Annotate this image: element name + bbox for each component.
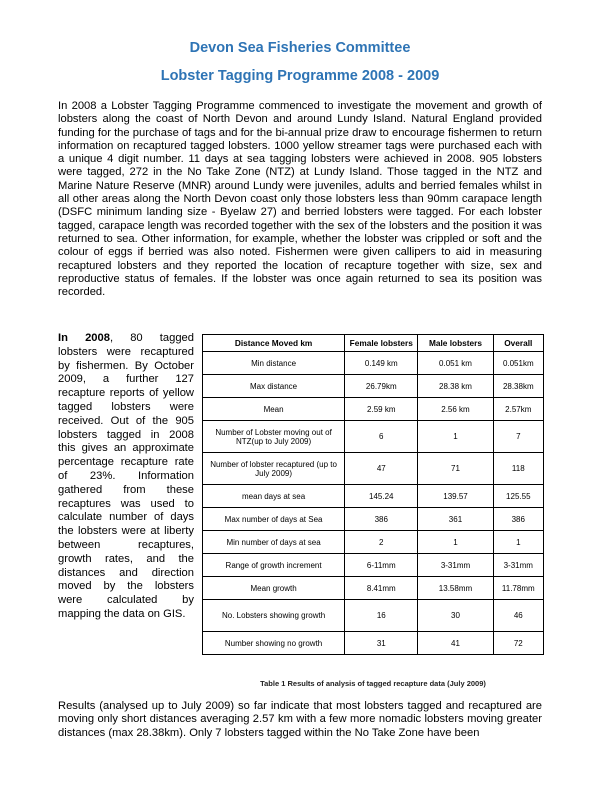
- recapture-summary-paragraph: [58, 332, 194, 622]
- table-cell: 139.57: [418, 485, 493, 508]
- results-table: [202, 334, 544, 655]
- table-cell: 0.051km: [493, 352, 543, 375]
- table-header-row: [203, 335, 544, 352]
- results-paragraph: Results (analysed up to July 2009) so far indicate that most lobsters tagged and recaptured are moving only short distances averaging 2.57 km with a few more nomadic lobsters moving greater distances (max 28.38km). Only 7 lobsters tagged within the No Take Zone have been: [58, 700, 542, 739]
- table-cell: 28.38 km: [418, 375, 493, 398]
- table-row: [203, 485, 544, 508]
- table-cell: Number of Lobster moving out of NTZ(up to July 2009): [203, 421, 345, 453]
- table-cell: 13.58mm: [418, 577, 493, 600]
- table-cell: Number showing no growth: [203, 632, 345, 655]
- table-cell: 8.41mm: [345, 577, 418, 600]
- summary-text: , 80 tagged lobsters were recaptured by fishermen. By October 2009, a further 127 recapture reports of yellow tagged lobsters were received. Out of the 905 lobsters tagged in 2008 this gives an approximate percentage recapture rate of 23%. Information gathered from these recaptures was used to calculate number of days the lobsters were at liberty between recaptures, growth rates, and the distances and direction moved by the lobsters were calculated by mapping the data on GIS.: [58, 332, 194, 620]
- table-cell: 41: [418, 632, 493, 655]
- table-row: [203, 632, 544, 655]
- results-table-container: [202, 334, 544, 655]
- table-cell: 46: [493, 600, 543, 632]
- document-title: Lobster Tagging Programme 2008 - 2009: [160, 68, 440, 84]
- table-cell: Number of lobster recaptured (up to July 2009): [203, 453, 345, 485]
- table-cell: 386: [493, 508, 543, 531]
- table-cell: 1: [493, 531, 543, 554]
- table-cell: 28.38km: [493, 375, 543, 398]
- table-cell: 3-31mm: [493, 554, 543, 577]
- table-row: [203, 600, 544, 632]
- table-cell: 145.24: [345, 485, 418, 508]
- table-cell: Mean: [203, 398, 345, 421]
- table-cell: 3-31mm: [418, 554, 493, 577]
- table-cell: 2.57km: [493, 398, 543, 421]
- table-cell: Mean growth: [203, 577, 345, 600]
- table-cell: 2.59 km: [345, 398, 418, 421]
- table-row: [203, 398, 544, 421]
- summary-lead: In 2008: [58, 332, 110, 344]
- table-row: [203, 453, 544, 485]
- table-cell: 30: [418, 600, 493, 632]
- table-cell: 6: [345, 421, 418, 453]
- table-cell: 125.55: [493, 485, 543, 508]
- table-cell: 1: [418, 531, 493, 554]
- table-cell: mean days at sea: [203, 485, 345, 508]
- table-cell: Max distance: [203, 375, 345, 398]
- table-row: [203, 375, 544, 398]
- table-row: [203, 508, 544, 531]
- table-cell: 2.56 km: [418, 398, 493, 421]
- table-cell: 386: [345, 508, 418, 531]
- table-cell: 361: [418, 508, 493, 531]
- table-cell: 11.78mm: [493, 577, 543, 600]
- table-cell: 0.051 km: [418, 352, 493, 375]
- table-cell: Min distance: [203, 352, 345, 375]
- table-cell: 118: [493, 453, 543, 485]
- table-cell: Min number of days at sea: [203, 531, 345, 554]
- table-cell: 6-11mm: [345, 554, 418, 577]
- table-caption: Table 1 Results of analysis of tagged recapture data (July 2009): [260, 679, 486, 688]
- table-cell: 1: [418, 421, 493, 453]
- table-cell: 47: [345, 453, 418, 485]
- table-header-cell: Female lobsters: [345, 335, 418, 352]
- table-cell: 31: [345, 632, 418, 655]
- table-row: [203, 577, 544, 600]
- table-cell: 0.149 km: [345, 352, 418, 375]
- table-header-cell: Male lobsters: [418, 335, 493, 352]
- table-cell: 16: [345, 600, 418, 632]
- table-cell: Max number of days at Sea: [203, 508, 345, 531]
- table-cell: 71: [418, 453, 493, 485]
- organization-title: Devon Sea Fisheries Committee: [189, 40, 411, 56]
- table-cell: No. Lobsters showing growth: [203, 600, 345, 632]
- table-cell: 7: [493, 421, 543, 453]
- table-cell: 26.79km: [345, 375, 418, 398]
- intro-paragraph: In 2008 a Lobster Tagging Programme commenced to investigate the movement and growth of lobsters along the coast of North Devon and around Lundy Island. Natural England provided funding for the purchase of tags and for the bi-annual prize draw to encourage fishermen to return information on recaptured tagged lobsters. 1000 yellow streamer tags were purchased each with a unique 4 digit number. 11 days at sea tagging lobsters were achieved in 2008. 905 lobsters were tagged, 272 in the No Take Zone (NTZ) at Lundy Island. Those tagged in the NTZ and Marine Nature Reserve (MNR) around Lundy were juveniles, adults and berried females whilst in all other areas along the North Devon coast only those lobsters less than 90mm carapace length (DSFC minimum landing size - Byelaw 27) and berried lobsters were tagged. For each lobster tagged, carapace length was recorded together with the sex of the lobsters and the position it was returned to sea. Other information, for example, whether the lobster was crippled or soft and the colour of eggs if berried was also noted. Fishermen were given callipers to aid in measuring recaptured lobsters and they reported the location of recapture together with size, sex and reproductive status of females. If the lobster was once again returned to sea its position was recorded.: [58, 100, 542, 299]
- table-header-cell: Overall: [493, 335, 543, 352]
- table-cell: Range of growth increment: [203, 554, 345, 577]
- table-row: [203, 352, 544, 375]
- table-row: [203, 554, 544, 577]
- table-header-cell: Distance Moved km: [203, 335, 345, 352]
- table-row: [203, 531, 544, 554]
- table-cell: 72: [493, 632, 543, 655]
- table-cell: 2: [345, 531, 418, 554]
- table-row: [203, 421, 544, 453]
